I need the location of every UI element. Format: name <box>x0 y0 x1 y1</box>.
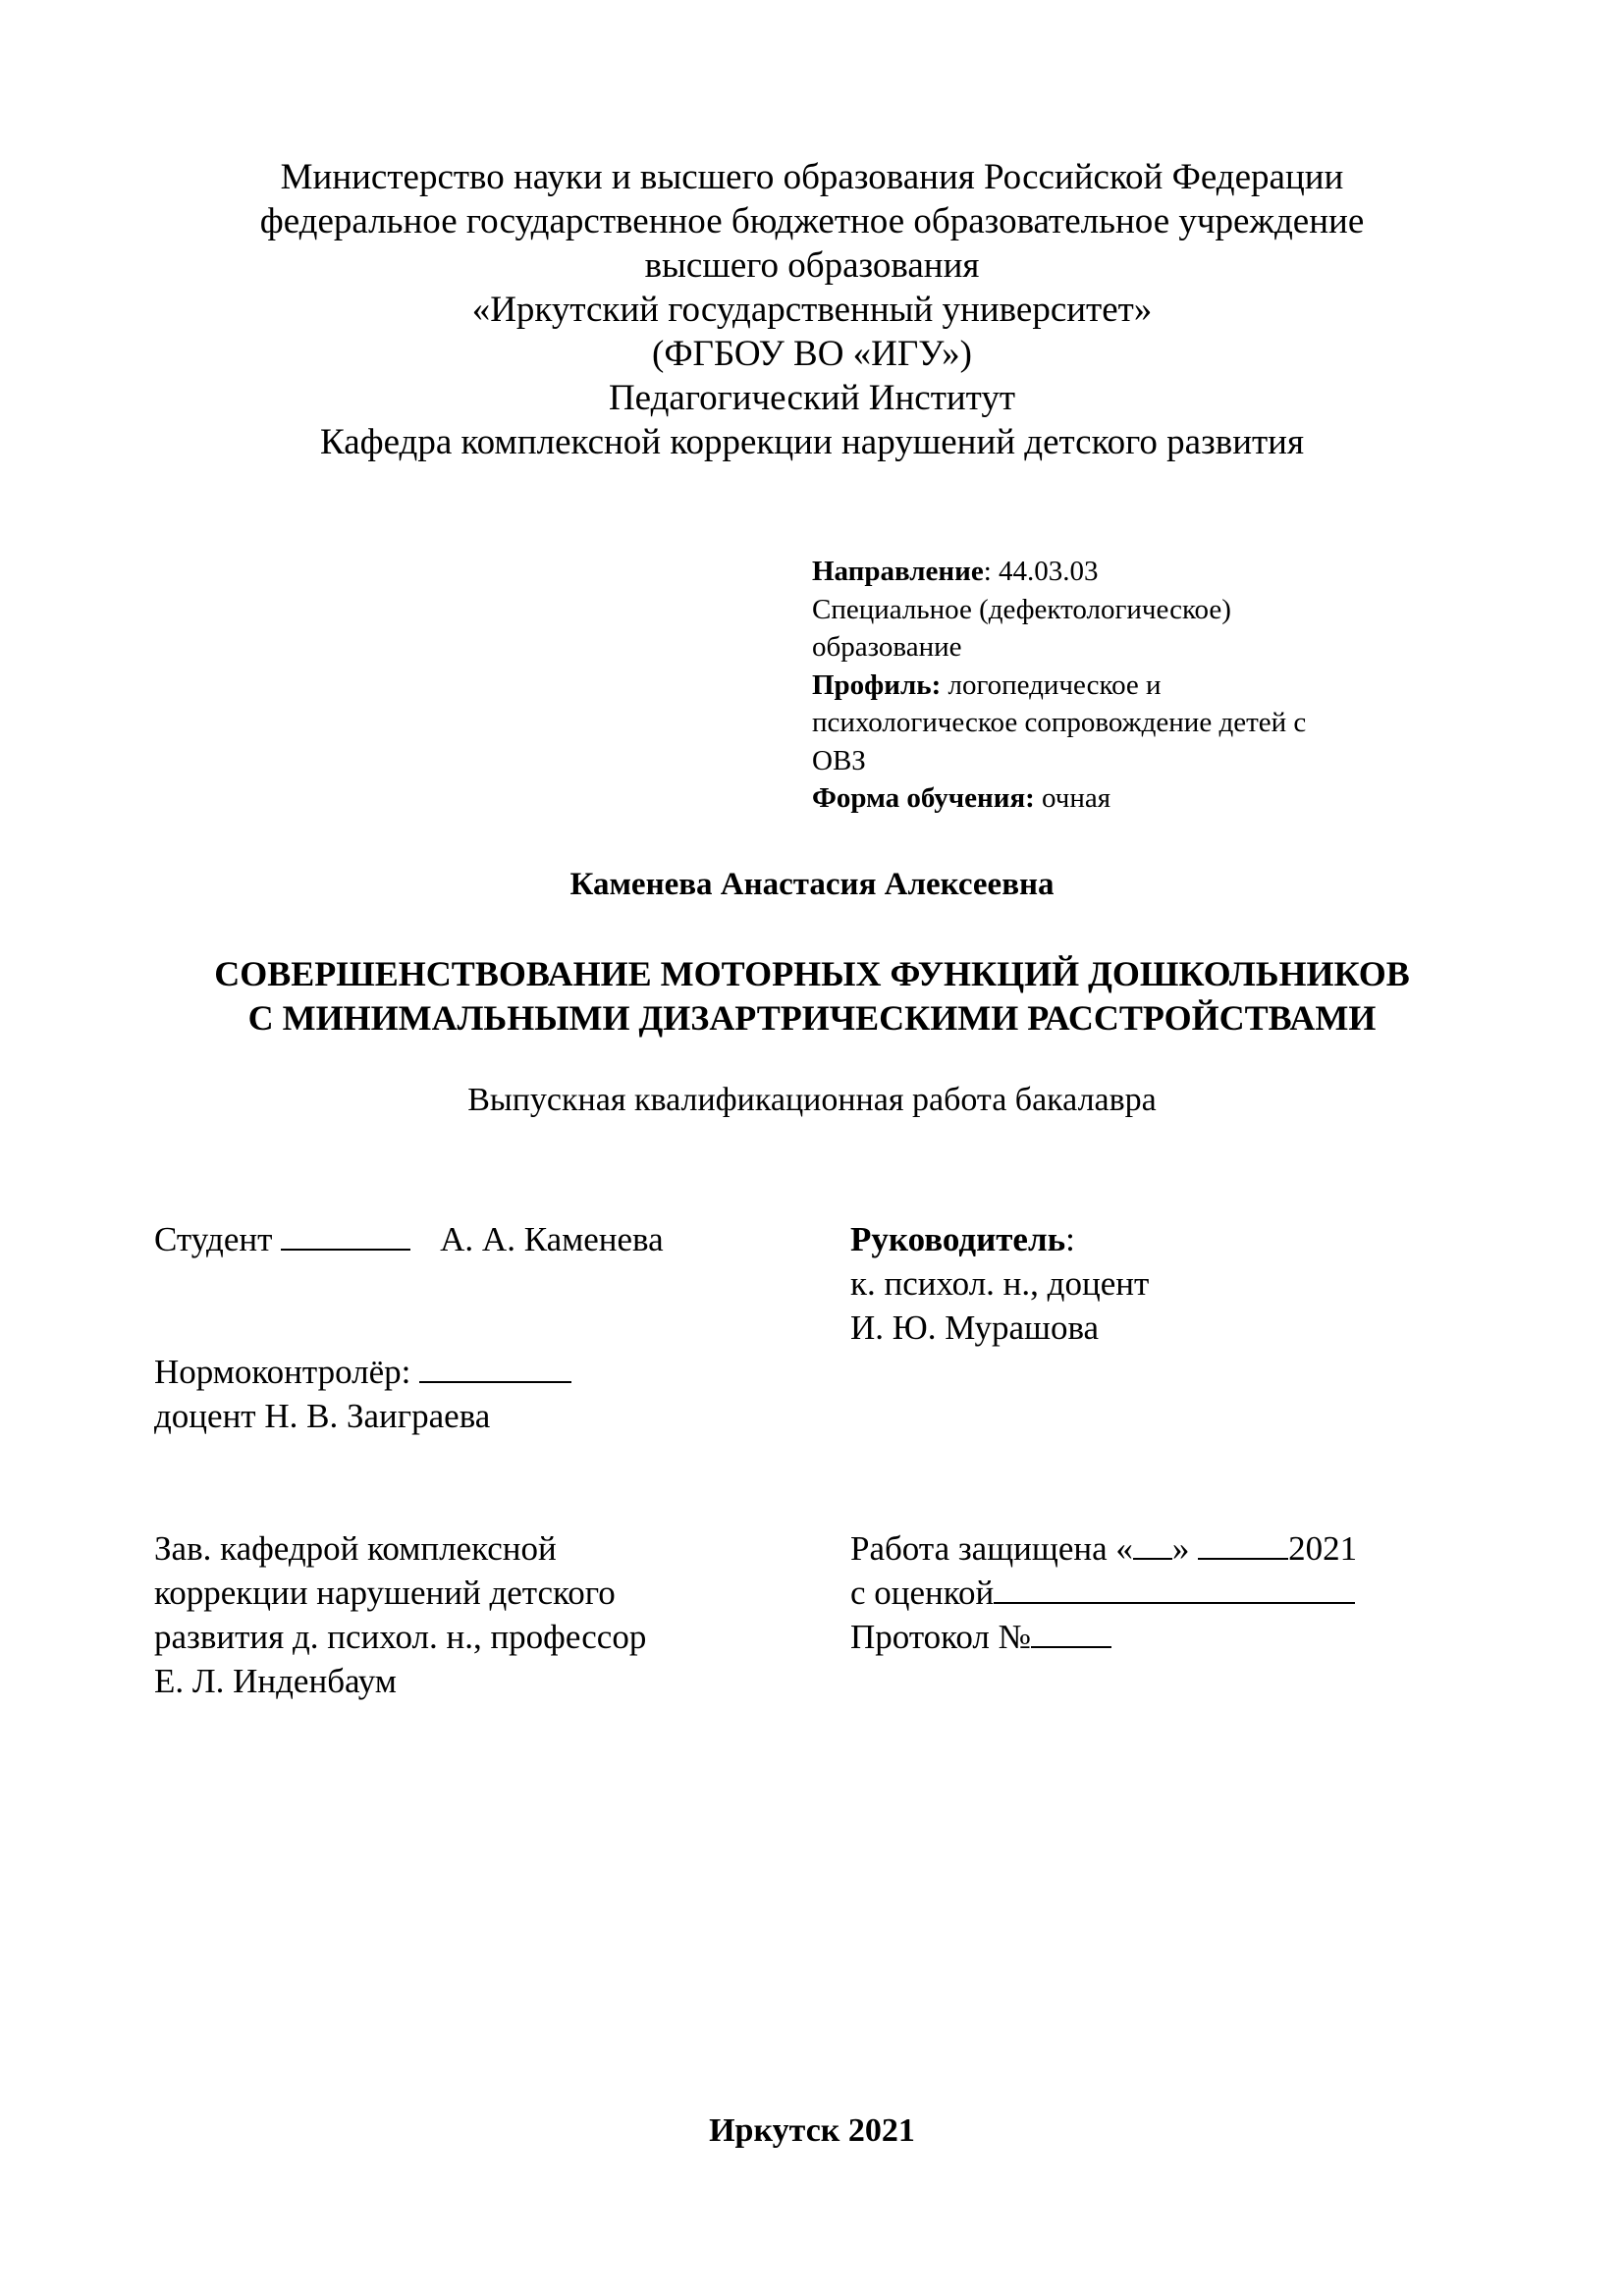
study-form-line <box>812 779 1421 818</box>
study-direction-block <box>812 553 1421 818</box>
normcontrol-signature-blank <box>419 1352 571 1383</box>
thesis-title-line1: СОВЕРШЕНСТВОВАНИЕ МОТОРНЫХ ФУНКЦИЙ ДОШКОЛЬНИКОВ <box>214 954 1410 993</box>
header-line-ministry: Министерство науки и высшего образования Российской Федерации <box>280 157 1344 197</box>
supervisor-label-line <box>850 1217 1149 1261</box>
header-line-institute: Педагогический Институт <box>608 378 1016 418</box>
student-line <box>154 1217 664 1261</box>
student-label: Студент <box>154 1220 273 1258</box>
defense-grade-line <box>850 1571 1357 1615</box>
defense-date-mid: » <box>1171 1529 1199 1568</box>
student-block <box>154 1217 664 1261</box>
supervisor-label-colon: : <box>1065 1220 1075 1258</box>
head-of-department-line4: Е. Л. Инденбаум <box>154 1662 397 1700</box>
city-year: Иркутск 2021 <box>709 2112 915 2149</box>
thesis-title <box>0 952 1624 1041</box>
normcontrol-label: Нормоконтролёр: <box>154 1353 411 1391</box>
defense-year: 2021 <box>1288 1529 1358 1568</box>
defense-block <box>850 1526 1357 1659</box>
header-line-institution-type: федеральное государственное бюджетное образовательное учреждение <box>259 201 1365 241</box>
work-type: Выпускная квалификационная работа бакалавра <box>467 1082 1157 1118</box>
normcontrol-block <box>154 1350 571 1438</box>
head-of-department-block <box>154 1526 646 1703</box>
normcontrol-line <box>154 1350 571 1394</box>
header-line-abbreviation: (ФГБОУ ВО «ИГУ») <box>652 334 972 374</box>
head-of-department-line2: коррекции нарушений детского <box>154 1574 616 1612</box>
header-line-education-level: высшего образования <box>644 245 980 286</box>
supervisor-block <box>850 1217 1149 1350</box>
study-form-value: очная <box>1034 782 1111 814</box>
profile-value-line3: ОВЗ <box>812 744 866 776</box>
profile-value-line1: логопедическое и <box>941 668 1162 701</box>
defense-protocol-label: Протокол № <box>850 1618 1032 1656</box>
defense-day-blank <box>1133 1528 1172 1560</box>
supervisor-name: И. Ю. Мурашова <box>850 1308 1100 1347</box>
defense-protocol-line <box>850 1615 1357 1659</box>
direction-name-line2: образование <box>812 631 962 663</box>
defense-grade-label: с оценкой <box>850 1574 995 1612</box>
direction-line <box>812 553 1421 591</box>
author-name: Каменева Анастасия Алексеевна <box>569 867 1055 902</box>
study-form-label: Форма обучения: <box>812 782 1035 814</box>
direction-code: : 44.03.03 <box>983 556 1099 587</box>
institution-header <box>0 155 1624 464</box>
profile-label: Профиль: <box>812 668 942 701</box>
defense-month-blank <box>1198 1528 1288 1560</box>
header-line-department: Кафедра комплексной коррекции нарушений детского развития <box>320 422 1304 462</box>
normcontrol-person: доцент Н. В. Заиграева <box>154 1397 491 1435</box>
head-of-department-line1: Зав. кафедрой комплексной <box>154 1529 557 1568</box>
defense-protocol-blank <box>1031 1617 1111 1648</box>
profile-value-line2: психологическое сопровождение детей с <box>812 707 1307 738</box>
head-of-department-line3: развития д. психол. н., профессор <box>154 1618 647 1656</box>
student-name: А. А. Каменева <box>440 1220 664 1258</box>
defense-date-prefix: Работа защищена « <box>850 1529 1133 1568</box>
direction-label: Направление <box>812 556 984 587</box>
student-signature-blank <box>281 1219 410 1251</box>
profile-line <box>812 667 1421 705</box>
defense-date-line <box>850 1526 1357 1571</box>
supervisor-label: Руководитель <box>850 1220 1066 1258</box>
supervisor-degree: к. психол. н., доцент <box>850 1264 1150 1303</box>
thesis-title-line2: С МИНИМАЛЬНЫМИ ДИЗАРТРИЧЕСКИМИ РАССТРОЙСТВАМИ <box>247 998 1377 1038</box>
defense-grade-blank <box>994 1573 1355 1604</box>
header-line-university: «Иркутский государственный университет» <box>471 290 1153 330</box>
direction-name-line1: Специальное (дефектологическое) <box>812 593 1231 625</box>
